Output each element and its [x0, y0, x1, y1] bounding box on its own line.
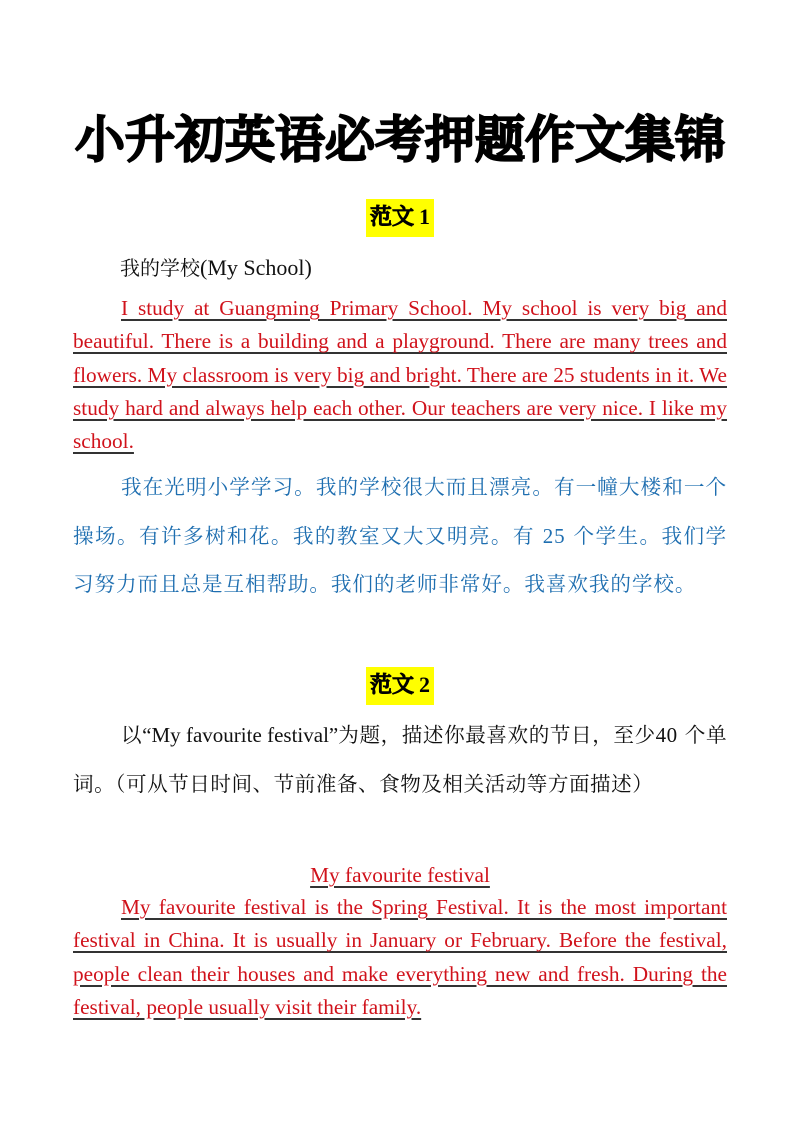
prompt-text: 个单词。（可从节日时间、节前准备、食物及相关活动等方面描述） [73, 723, 728, 796]
essay-english-text: My favourite festival is the Spring Festival. It is the most important festival in China. It is usually in January or February. Before the festival, people clean their houses and make everything new and fresh. During the festival, people usually visit their family. [73, 895, 727, 1019]
section-1-badge-row [73, 199, 727, 237]
essay-title-text: My favourite festival [310, 863, 490, 887]
section-badge [366, 199, 434, 237]
badge-label: 范文 [369, 673, 414, 698]
prompt-text: 为题，描述你最喜欢的节日，至少 [338, 723, 656, 747]
badge-label: 范文 [369, 205, 414, 230]
translation-number: 25 [542, 523, 566, 548]
heading-cn: 我的学校 [120, 256, 200, 280]
essay-chinese-translation [73, 463, 727, 609]
essay-topic-heading [120, 253, 312, 283]
section-badge [366, 667, 434, 705]
translation-text: 我在光明小学学习。我的学校很大而且漂亮。有一幢大楼和一个操场。有许多树和花。我的教室又大又明亮。有 [73, 475, 727, 548]
badge-number: 2 [419, 672, 430, 697]
heading-en: (My School) [200, 255, 312, 280]
prompt-english-title: “My favourite festival” [142, 723, 339, 747]
prompt-text: 以 [121, 723, 143, 747]
section-2-badge-row [73, 667, 727, 705]
prompt-word-count: 40 [655, 723, 678, 747]
essay-title [73, 860, 727, 890]
badge-number: 1 [419, 204, 430, 229]
essay-english-text: I study at Guangming Primary School. My school is very big and beautiful. There is a building and a playground. There are many trees and flowers. My classroom is very big and bright. There are 25 students in it. We study hard and always help each other. Our teachers are very nice. I like my school. [73, 296, 727, 454]
translation-text: 个学生。我们学习努力而且总是互相帮助。我们的老师非常好。我喜欢我的学校。 [73, 523, 727, 596]
page-title: 小升初英语必考押题作文集锦 [75, 111, 725, 169]
essay-prompt [73, 711, 727, 808]
